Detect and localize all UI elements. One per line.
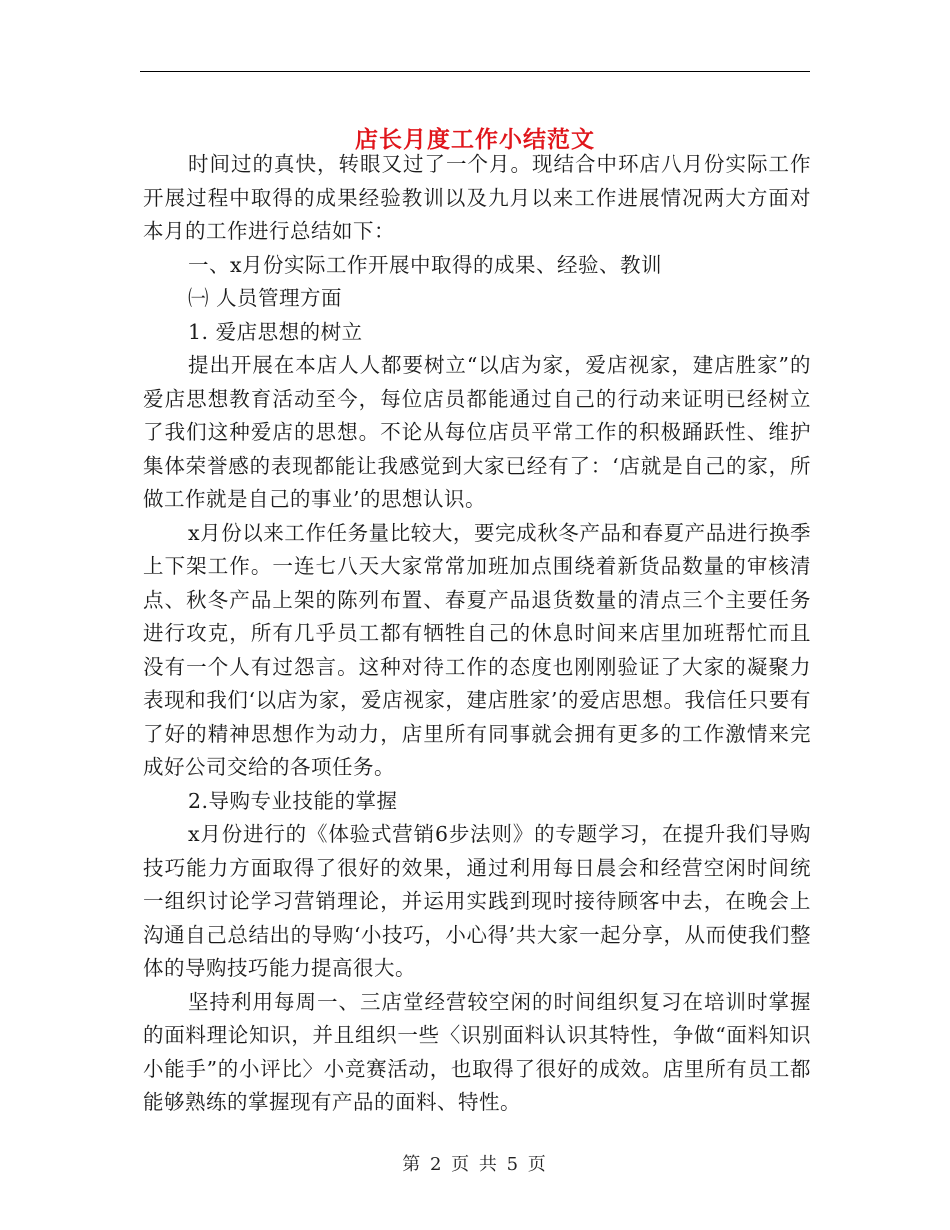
document-title: 店长月度工作小结范文 bbox=[355, 126, 595, 154]
item-heading-2: 2.导购专业技能的掌握 bbox=[188, 788, 398, 813]
paragraph-store-spirit: 提出开展在本店人人都要树立“以店为家，爱店视家，建店胜家”的爱店思想教育活动至今，每位店员都能通过自己的行动来证明已经树立了我们这种爱店的思想。不论从每位店员平常工作的积极踊跃性、维护集体荣誉感的表现都能让我感觉到大家已经有了：‘店就是自己的家，所做工作就是自己的事业’的思想认识。 bbox=[143, 353, 811, 511]
subsection-heading-personnel: ㈠ 人员管理方面 bbox=[188, 286, 343, 310]
section-heading-1: 一、x月份实际工作开展中取得的成果、经验、教训 bbox=[188, 252, 663, 277]
paragraph-sales-training: x月份进行的《体验式营销6步法则》的专题学习，在提升我们导购技巧能力方面取得了很好的效果，通过利用每日晨会和经营空闲时间统一组织讨论学习营销理论，并运用实践到现时接待顾客中去，在晚会上沟通自己总结出的导购‘小技巧，小心得’共大家一起分享，从而使我们整体的导购技巧能力提高很大。 bbox=[143, 822, 811, 980]
paragraph-season-change: x月份以来工作任务量比较大，要完成秋冬产品和春夏产品进行换季上下架工作。一连七八天大家常常加班加点围绕着新货品数量的审核清点、秋冬产品上架的陈列布置、春夏产品退货数量的清点三个主要任务进行攻克，所有几乎员工都有牺牲自己的休息时间来店里加班帮忙而且没有一个人有过怨言。这种对待工作的态度也刚刚验证了大家的凝聚力表现和我们‘以店为家，爱店视家，建店胜家’的爱店思想。我信任只要有了好的精神思想作为动力，店里所有同事就会拥有更多的工作激情来完成好公司交给的各项任务。 bbox=[143, 520, 811, 779]
document-body bbox=[143, 148, 811, 1120]
header-rule bbox=[140, 71, 810, 72]
page-number: 第 2 页 共 5 页 bbox=[402, 1154, 548, 1175]
item-heading-1: 1. 爱店思想的树立 bbox=[188, 319, 363, 344]
paragraph-fabric-knowledge: 坚持利用每周一、三店堂经营较空闲的时间组织复习在培训时掌握的面料理论知识，并且组织一些〈识别面料认识其特性，争做“面料知识小能手”的小评比〉小竞赛活动，也取得了很好的成效。店里所有员工都能够熟练的掌握现有产品的面料、特性。 bbox=[143, 989, 811, 1114]
paragraph-intro: 时间过的真快，转眼又过了一个月。现结合中环店八月份实际工作开展过程中取得的成果经验教训以及九月以来工作进展情况两大方面对本月的工作进行总结如下： bbox=[143, 152, 811, 243]
